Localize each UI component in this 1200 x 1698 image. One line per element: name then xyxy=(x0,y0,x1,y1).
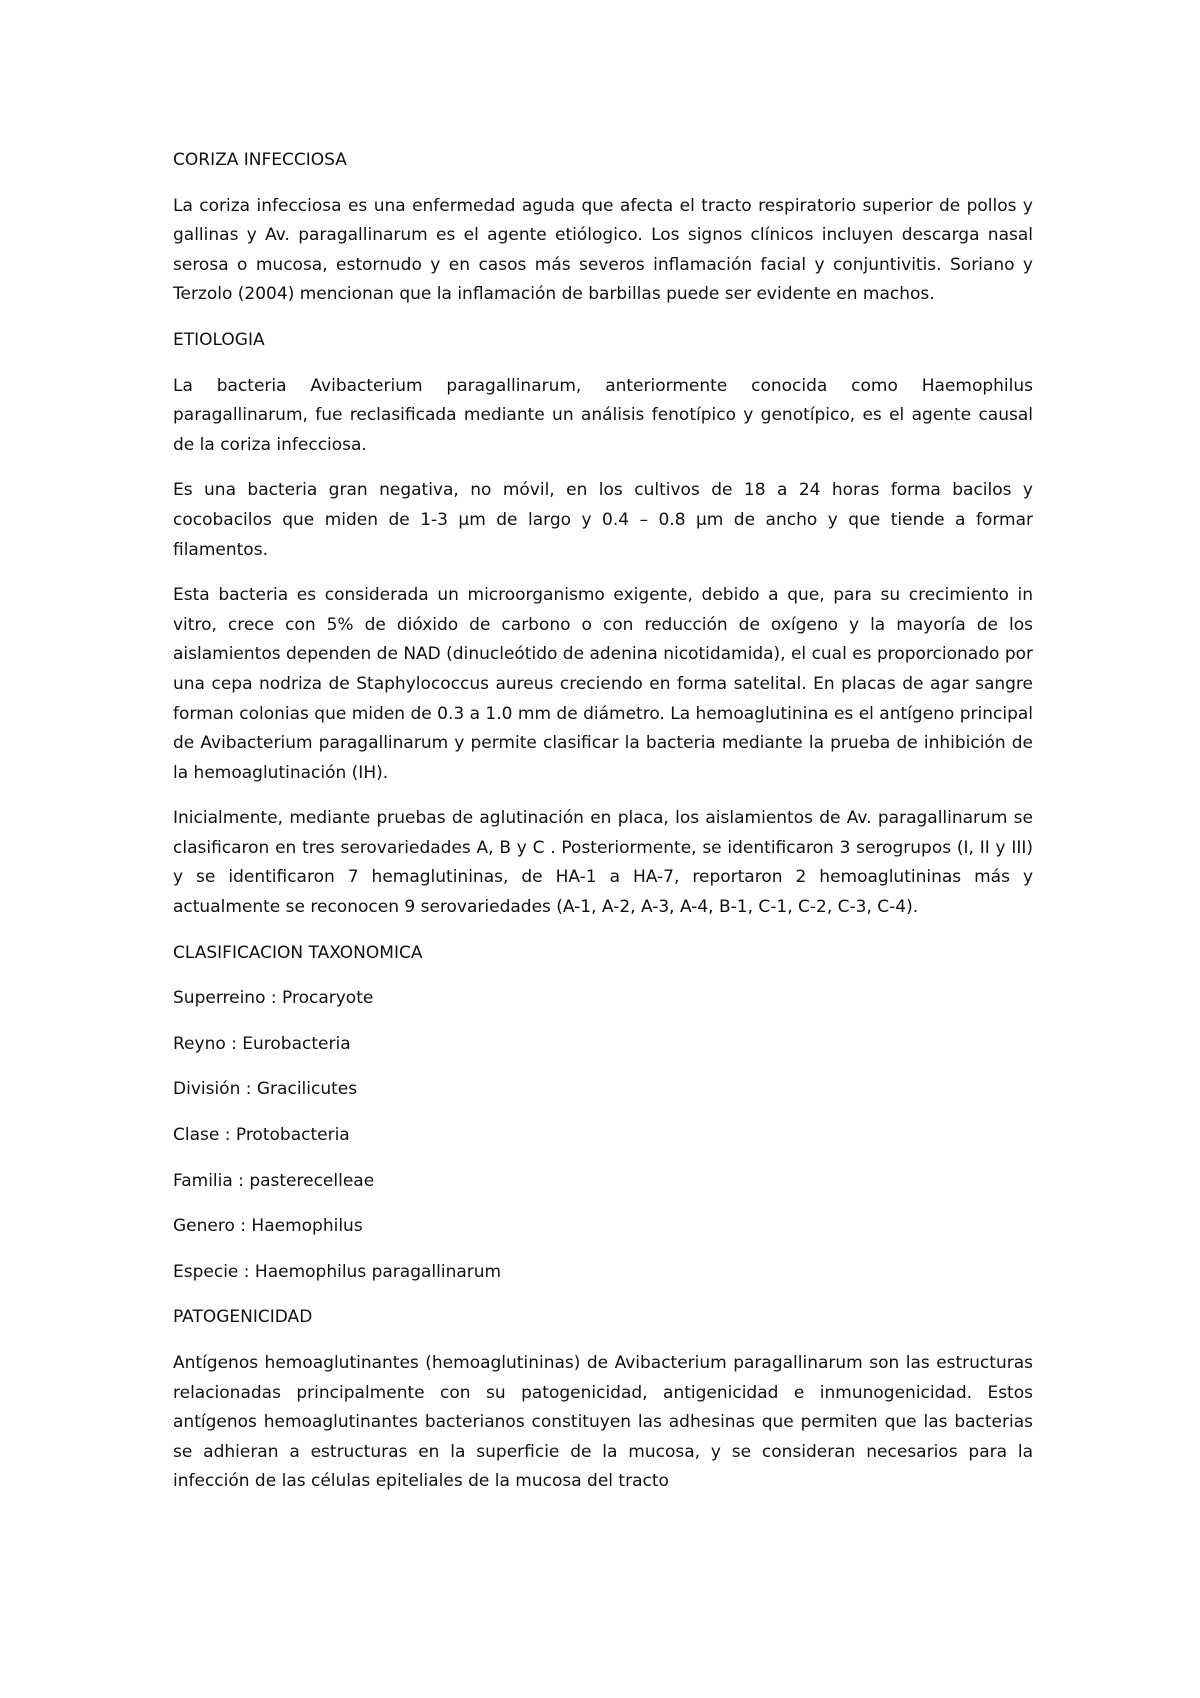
patogenicidad-heading: PATOGENICIDAD xyxy=(173,1307,313,1328)
title-heading: CORIZA INFECCIOSA xyxy=(173,150,347,170)
etiologia-paragraph-1: La bacteria Avibacterium paragallinarum, anteriormente conocida como Haemophilus paragallinarum, fue reclasificada mediante un análisis fenotípico y genotípico, es el agente causal de la coriza infecciosa. xyxy=(173,375,1033,455)
clasificacion-heading: CLASIFICACION TAXONOMICA xyxy=(173,942,423,963)
etiologia-paragraph-2: Es una bacteria gran negativa, no móvil, en los cultivos de 18 a 24 horas forma bacilos y cocobacilos que miden de 1-3 µm de largo y 0.4 – 0.8 µm de ancho y que tiende a formar filamentos. xyxy=(173,480,1033,560)
etiologia-paragraph-3: Esta bacteria es considerada un microorganismo exigente, debido a que, para su crecimiento in vitro, crece con 5% de dióxido de carbono o con reducción de oxígeno y la mayoría de los aislamientos dependen de NAD (dinucleótido de adenina nicotidamida), el cual es proporcionado por una cepa nodriza de Staphylococcus aureus creciendo en forma satelital. En placas de agar sangre forman colonias que miden de 0.3 a 1.0 mm de diámetro. La hemoaglutinina es el antígeno principal de Avibacterium paragallinarum y permite clasificar la bacteria mediante la prueba de inhibición de la hemoaglutinación (IH). xyxy=(173,585,1034,783)
taxonomy-item-reyno: Reyno : Eurobacteria xyxy=(173,1033,351,1054)
taxonomy-item-superreino: Superreino : Procaryote xyxy=(173,988,374,1009)
etiologia-paragraph-4: Inicialmente, mediante pruebas de aglutinación en placa, los aislamientos de Av. paragallinarum se clasificaron en tres serovariedades A, B y C . Posteriormente, se identificaron 3 serogrupos (I, II y III) y se identificaron 7 hemaglutininas, de HA-1 a HA-7, reportaron 2 hemoaglutininas más y actualmente se reconocen 9 serovariedades (A-1, A-2, A-3, A-4, B-1, C-1, C-2, C-3, C-4). xyxy=(173,808,1033,918)
patogenicidad-paragraph-1: Antígenos hemoaglutinantes (hemoaglutininas) de Avibacterium paragallinarum son las estructuras relacionadas principalmente con su patogenicidad, antigenicidad e inmunogenicidad. Estos antígenos hemoaglutinantes bacterianos constituyen las adhesinas que permiten que las bacterias se adhieran a estructuras en la superficie de la mucosa, y se consideran necesarios para la infección de las células epiteliales de la mucosa del tracto xyxy=(173,1353,1033,1492)
taxonomy-item-clase: Clase : Protobacteria xyxy=(173,1125,350,1146)
taxonomy-item-especie: Especie : Haemophilus paragallinarum xyxy=(173,1261,502,1282)
etiologia-heading: ETIOLOGIA xyxy=(173,329,265,350)
taxonomy-item-familia: Familia : pasterecelleae xyxy=(173,1170,375,1191)
intro-paragraph: La coriza infecciosa es una enfermedad aguda que afecta el tracto respiratorio superior de pollos y gallinas y Av. paragallinarum es el agente etiólogico. Los signos clínicos incluyen descarga nasal serosa o mucosa, estornudo y en casos más severos inflamación facial y conjuntivitis. Soriano y Terzolo (2004) mencionan que la inflamación de barbillas puede ser evidente en machos. xyxy=(173,195,1033,305)
taxonomy-item-division: División : Gracilicutes xyxy=(173,1079,358,1100)
taxonomy-item-genero: Genero : Haemophilus xyxy=(173,1216,363,1237)
